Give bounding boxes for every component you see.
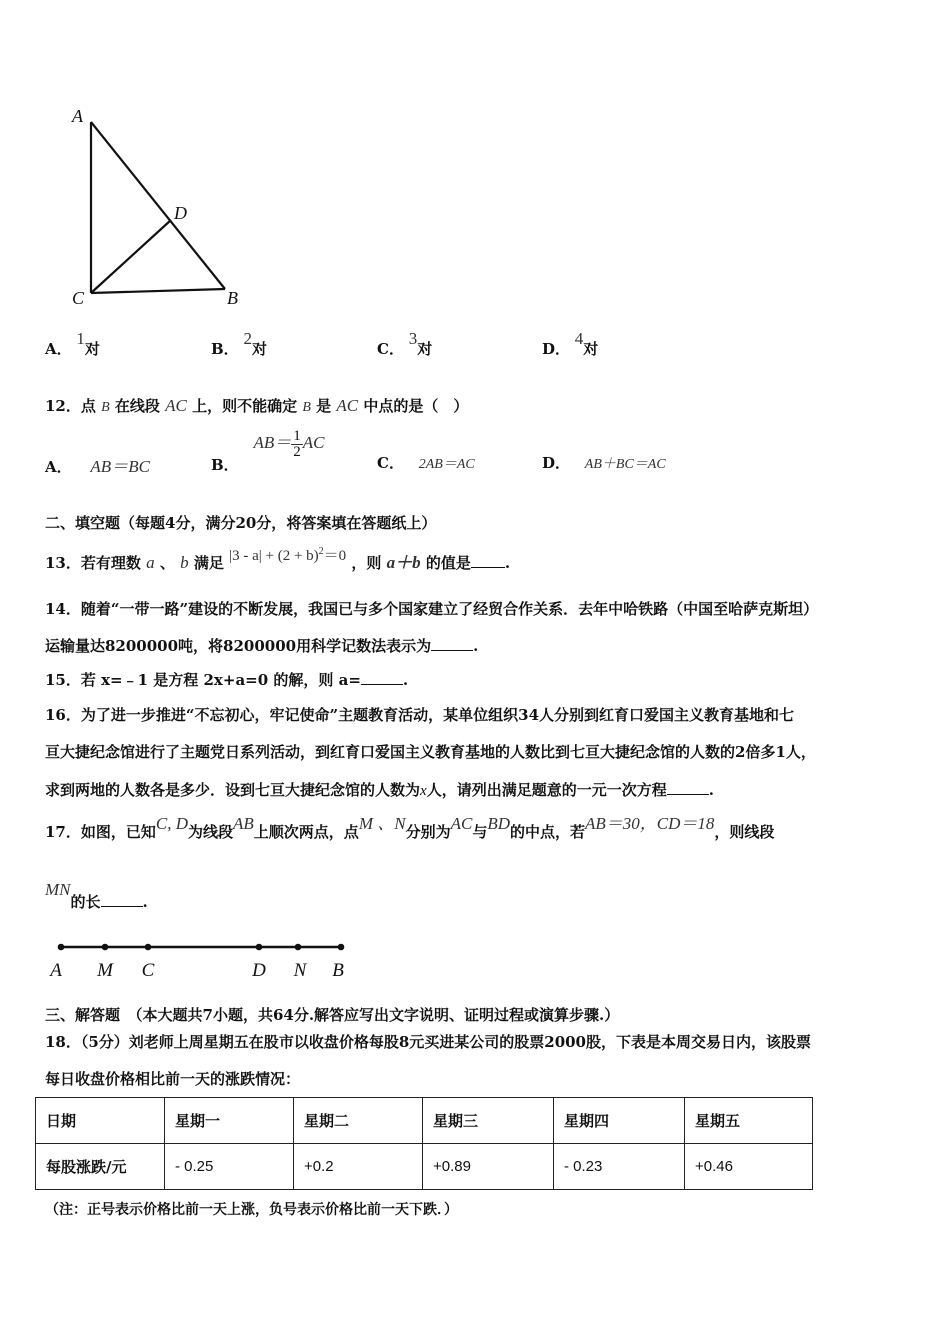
triangle-figure — [60, 100, 260, 315]
question-16-line-3: 求到两地的人数各是多少．设到七亘大捷纪念馆的人数为x人，请列出满足题意的一元一次方程 . — [45, 781, 714, 799]
point-c — [145, 944, 152, 951]
label-m: M — [97, 960, 113, 981]
answer-blank[interactable] — [667, 780, 709, 795]
section-2-heading: 二、填空题（每题4分，满分20分，将答案填在答题纸上） — [45, 514, 437, 532]
table-header-cell: 星期五 — [685, 1098, 813, 1144]
q12-option-d: D． AB＋BC＝AC — [542, 454, 666, 472]
point-d — [256, 944, 263, 951]
question-15: 15．若 x=﹣1 是方程 2x+a=0 的解，则 a= . — [45, 671, 409, 689]
table-cell: +0.46 — [685, 1144, 813, 1190]
label-n: N — [293, 960, 307, 981]
question-17-line-2: MN的长 . — [45, 880, 148, 911]
question-18-line-2: 每日收盘价格相比前一天的涨跌情况： — [45, 1070, 301, 1088]
segment-cb — [91, 289, 225, 293]
q11-option-c: C． 3对 — [377, 329, 433, 358]
q11-option-a: A． 1对 — [45, 329, 100, 358]
question-13: 13．若有理数 a 、 b 满足 $|3 - a| + (2 + b)^2=0$ ，则 a＋b 的值是 . — [45, 546, 511, 572]
table-row-label: 每股涨跌/元 — [36, 1144, 165, 1190]
table-header-cell: 日期 — [36, 1098, 165, 1144]
table-header-cell: 星期二 — [294, 1098, 423, 1144]
q12-option-b: B． AB＝ $\frac{1}{2}$ AC — [211, 427, 325, 474]
point-b — [338, 944, 345, 951]
point-a — [58, 944, 65, 951]
table-note: （注：正号表示价格比前一天上涨，负号表示价格比前一天下跌．） — [45, 1202, 458, 1218]
table-cell: - 0.25 — [165, 1144, 294, 1190]
q12-option-c: C． 2AB＝AC — [377, 454, 475, 472]
q12-option-a: A． AB＝BC — [45, 457, 150, 476]
table-header-cell: 星期一 — [165, 1098, 294, 1144]
answer-blank[interactable] — [361, 670, 403, 685]
table-cell: +0.89 — [423, 1144, 554, 1190]
label-c: C — [72, 288, 85, 308]
question-12: 12．点 B 在线段 AC 上，则不能确定 B 是 AC 中点的是（ ） — [45, 396, 469, 415]
label-b: B — [332, 960, 344, 981]
label-c: C — [141, 960, 155, 981]
question-18-line-1: 18．（5分）刘老师上周星期五在股市以收盘价格每股8元买进某公司的股票2000股，下表是本周交易日内，该股票 — [45, 1033, 812, 1051]
stock-change-table — [35, 1097, 813, 1190]
segment-ab — [91, 122, 225, 289]
table-row — [36, 1144, 813, 1190]
q11-option-d: D． 4对 — [542, 329, 599, 358]
q11-option-b: B． 2对 — [211, 329, 267, 358]
section-3-heading: 三、解答题 （本大题共7小题，共64分.解答应写出文字说明、证明过程或演算步骤.） — [45, 1006, 620, 1024]
number-line-figure — [45, 935, 365, 985]
answer-blank[interactable] — [431, 636, 473, 651]
question-16-line-1: 16．为了进一步推进“不忘初心，牢记使命”主题教育活动，某单位组织34人分别到红育口爱国主义教育基地和七 — [45, 706, 795, 724]
point-n — [295, 944, 302, 951]
table-cell: - 0.23 — [554, 1144, 685, 1190]
question-14-line-1: 14．随着“一带一路”建设的不断发展，我国已与多个国家建立了经贸合作关系．去年中哈铁路（中国至哈萨克斯坦） — [45, 600, 819, 618]
question-17-line-1: 17．如图，已知C, D为线段AB上顺次两点，点M 、N分别为AC与BD的中点，若AB＝30，CD＝18，则线段 — [45, 814, 775, 841]
table-header-cell: 星期四 — [554, 1098, 685, 1144]
question-14-line-2: 运输量达8200000吨，将8200000用科学记数法表示为 . — [45, 637, 479, 655]
segment-cd — [91, 220, 171, 293]
fraction-one-half: $\frac{1}{2}$ — [293, 427, 301, 460]
label-b: B — [227, 288, 238, 308]
label-a: A — [50, 960, 62, 981]
label-a: A — [72, 106, 83, 126]
table-header-row — [36, 1098, 813, 1144]
question-16-line-2: 亘大捷纪念馆进行了主题党日系列活动，到红育口爱国主义教育基地的人数比到七亘大捷纪念馆的人数的2倍多1人， — [45, 743, 816, 761]
point-m — [102, 944, 109, 951]
label-d: D — [252, 960, 266, 981]
table-cell: +0.2 — [294, 1144, 423, 1190]
table-header-cell: 星期三 — [423, 1098, 554, 1144]
label-d: D — [174, 203, 187, 223]
answer-blank[interactable] — [101, 892, 143, 907]
answer-blank[interactable] — [471, 553, 505, 568]
